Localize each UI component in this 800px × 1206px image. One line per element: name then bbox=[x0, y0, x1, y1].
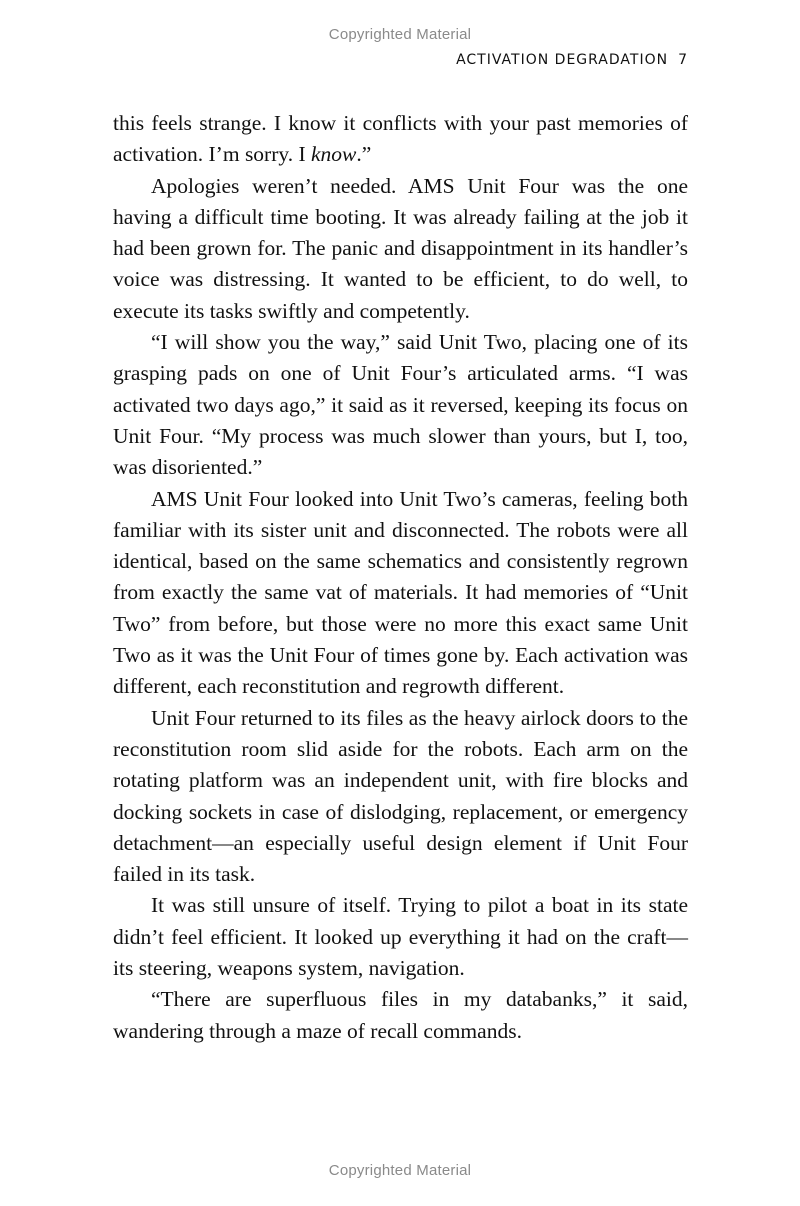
paragraph-1-text: this feels strange. I know it conflicts with your past memories of activation. I’m sorry. I bbox=[113, 111, 688, 167]
copyright-watermark-top: Copyrighted Material bbox=[328, 26, 472, 43]
running-header bbox=[456, 52, 688, 68]
page-number: 7 bbox=[678, 52, 688, 68]
copyright-watermark-bottom: Copyrighted Material bbox=[328, 1162, 472, 1179]
paragraph-5: Unit Four returned to its files as the heavy airlock doors to the reconstitution room slid aside for the robots. Each arm on the rotating platform was an independent unit, with fire blocks and docking sockets in case of dislodging, replacement, or emergency detachment—an especially useful design element if Unit Four failed in its task. bbox=[113, 705, 688, 887]
paragraph-6: It was still unsure of itself. Trying to pilot a boat in its state didn’t feel efficient. It looked up everything it had on the craft—its steering, weapons system, navigation. bbox=[113, 893, 688, 981]
paragraph-1-end: .” bbox=[356, 142, 372, 167]
paragraph-2: Apologies weren’t needed. AMS Unit Four was the one having a difficult time booting. It was already failing at the job it had been grown for. The panic and disappointment in its handler’s voice was distressing. It wanted to be efficient, to do well, to execute its tasks swiftly and competently. bbox=[113, 173, 688, 323]
body-text bbox=[113, 108, 688, 1047]
paragraph-7: “There are superfluous files in my databanks,” it said, wandering through a maze of recall commands. bbox=[113, 987, 688, 1043]
paragraph-4: AMS Unit Four looked into Unit Two’s cameras, feeling both familiar with its sister unit and disconnected. The robots were all identical, based on the same schematics and consistently regrown from exactly the same vat of materials. It had memories of “Unit Two” from before, but those were no more this exact same Unit Two as it was the Unit Four of times gone by. Each activation was different, each reconstitution and regrowth different. bbox=[113, 486, 688, 699]
paragraph-1 bbox=[113, 108, 688, 171]
running-title: ACTIVATION DEGRADATION bbox=[456, 52, 669, 68]
emphasized-word: know bbox=[311, 142, 357, 167]
paragraph-3: “I will show you the way,” said Unit Two, placing one of its grasping pads on one of Unit Four’s articulated arms. “I was activated two days ago,” it said as it reversed, keeping its focus on Unit Four. “My process was much slower than yours, but I, too, was disoriented.” bbox=[113, 330, 688, 480]
